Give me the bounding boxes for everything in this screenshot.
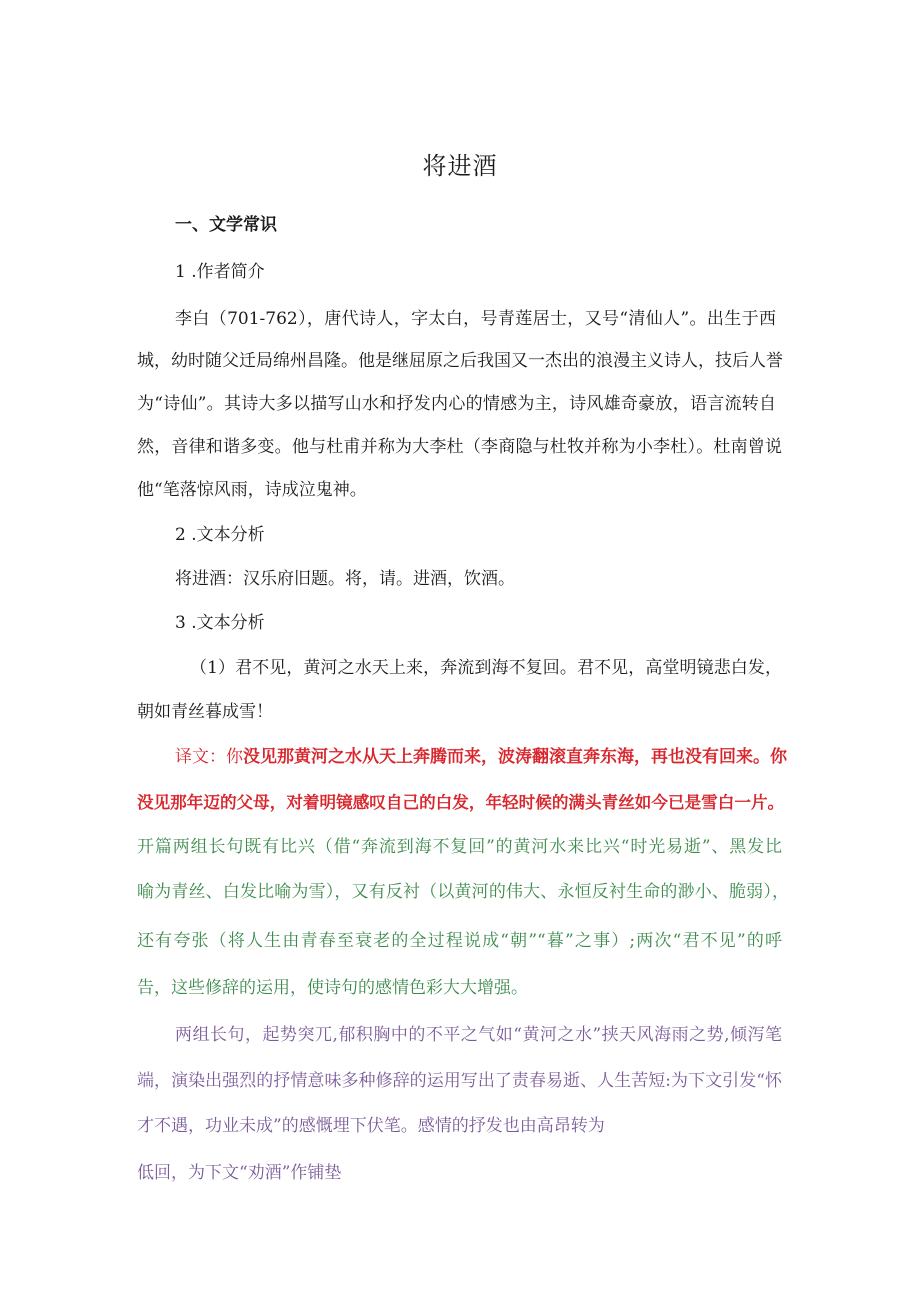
analysis-line: 开篇两组长句既有比兴（借“奔流到海不复回”的黄河水来比兴“时光易逝”、黑发比 xyxy=(137,837,782,857)
verse-line: 朝如青丝暮成雪！ xyxy=(137,702,273,722)
subheading-author: 1 .作者简介 xyxy=(175,262,265,282)
commentary-line: 低回，为下文“劝酒”作铺垫 xyxy=(137,1163,342,1183)
commentary-line: 才不遇，功业未成”的感慨埋下伏笔。感情的抒发也由高昂转为 xyxy=(137,1116,605,1136)
bio-line: 他“笔落惊风雨，诗成泣鬼神。 xyxy=(137,480,367,500)
bio-line: 为“诗仙”。其诗大多以描写山水和抒发内心的情感为主，诗风雄奇豪放，语言流转自 xyxy=(137,394,776,414)
bio-line: 城，幼时随父迁局绵州昌隆。他是继屈原之后我国又一杰出的浪漫主义诗人，技后人誉 xyxy=(137,351,783,371)
analysis-line: 还有夸张（将人生由青春至衰老的全过程说成“朝”“暮”之事）;两次“君不见”的呼 xyxy=(137,931,782,951)
commentary-line: 端，演染出强烈的抒情意味多种修辞的运用写出了责春易逝、人生苦短:为下文引发“怀 xyxy=(137,1071,782,1091)
bio-line: 然，音律和谐多变。他与杜甫并称为大李杜（李商隐与杜牧并称为小李杜）。杜南曾说 xyxy=(137,437,782,457)
bio-line: 李白（701-762），唐代诗人，字太白，号青莲居士，又号“清仙人”。出生于西 xyxy=(175,309,776,329)
verse-line: （1）君不见，黄河之水天上来，奔流到海不复回。君不见，高堂明镜悲白发， xyxy=(190,658,782,678)
subheading-text-analysis: 2 .文本分析 xyxy=(175,525,265,545)
analysis-line: 告，这些修辞的运用，使诗句的感情色彩大大增强。 xyxy=(137,978,528,998)
analysis-line: 喻为青丝、白发比喻为雪），又有反衬（以黄河的伟大、永恒反衬生命的渺小、脆弱）， xyxy=(137,882,789,902)
section-heading: 一、文学常识 xyxy=(175,215,277,235)
translation-label: 译文：你 xyxy=(175,747,243,767)
title-note: 将进酒：汉乐府旧题。将，请。进酒，饮酒。 xyxy=(175,569,515,589)
translation-line xyxy=(175,744,787,770)
subheading-text-analysis-2: 3 .文本分析 xyxy=(175,613,265,633)
commentary-line: 两组长句，起势突兀,郁积胸中的不平之气如“黄河之水”挟天风海雨之势,倾泻笔 xyxy=(175,1025,782,1045)
translation-line: 没见那年迈的父母，对着明镜感叹自己的白发，年轻时候的满头青丝如今已是雪白一片。 xyxy=(137,792,785,812)
translation-text: 没见那黄河之水从天上奔腾而来，波涛翻滚直奔东海，再也没有回来。你 xyxy=(243,747,787,767)
page-title: 将进酒 xyxy=(422,152,498,180)
